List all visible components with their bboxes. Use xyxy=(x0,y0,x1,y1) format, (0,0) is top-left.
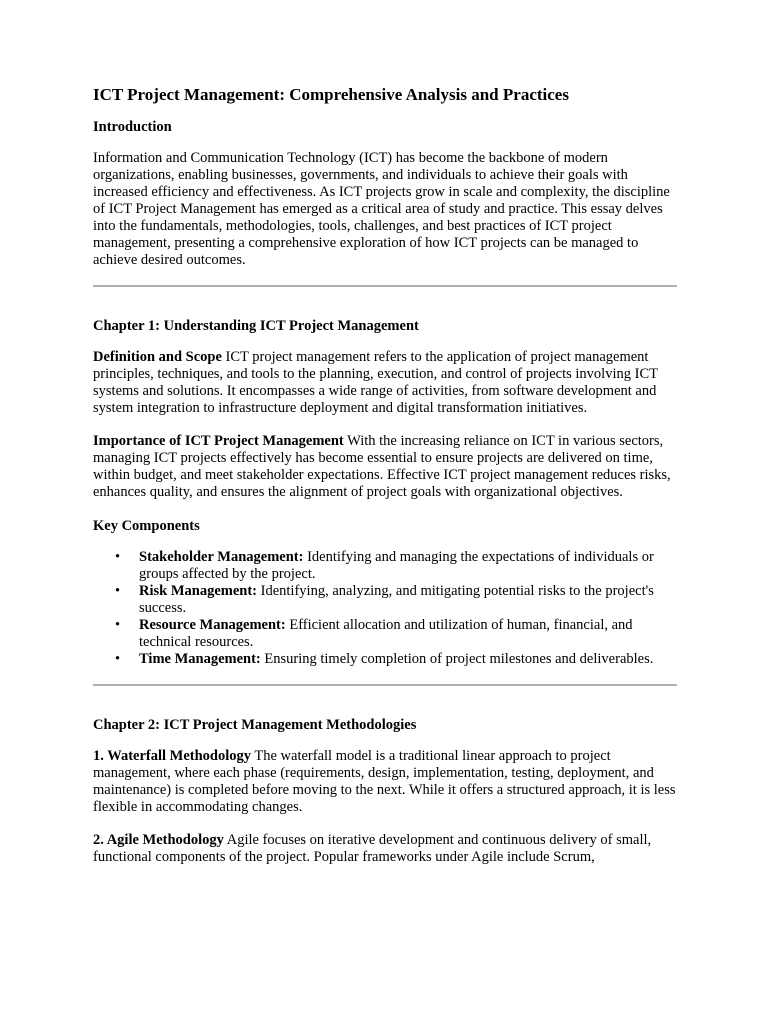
document-title: ICT Project Management: Comprehensive Analysis and Practices xyxy=(93,85,569,104)
bullet-icon: • xyxy=(115,583,121,599)
introduction-heading: Introduction xyxy=(93,119,172,135)
list-item xyxy=(115,549,677,583)
waterfall-text: The waterfall model is a traditional linear approach to project management, where each phase (requirements, design, implementation, testing, deployment, and maintenance) is completed before moving to the next. While it offers a structured approach, it is less flexible in accommodating changes. xyxy=(93,748,676,815)
definition-paragraph xyxy=(93,349,677,417)
list-item-lead: Stakeholder Management: xyxy=(139,549,304,565)
section-divider xyxy=(93,285,677,287)
chapter2-heading: Chapter 2: ICT Project Management Methodologies xyxy=(93,717,417,733)
list-item-lead: Resource Management: xyxy=(139,617,286,633)
waterfall-paragraph xyxy=(93,748,677,816)
definition-lead: Definition and Scope xyxy=(93,349,222,365)
list-item-text: Identifying, analyzing, and mitigating potential risks to the project's success. xyxy=(139,583,654,616)
definition-text: ICT project management refers to the application of project management principles, techniques, and tools to the planning, execution, and control of projects involving ICT systems and solutions. It encompasses a wide range of activities, from software development and system integration to infrastructure deployment and digital transformation initiatives. xyxy=(93,349,658,416)
bullet-icon: • xyxy=(115,617,121,633)
list-item xyxy=(115,583,677,617)
agile-text: Agile focuses on iterative development and continuous delivery of small, functional components of the project. Popular frameworks under Agile include Scrum, xyxy=(93,832,652,865)
list-item-lead: Risk Management: xyxy=(139,583,258,599)
list-item-lead: Time Management: xyxy=(139,651,261,667)
bullet-icon: • xyxy=(115,549,121,565)
importance-paragraph xyxy=(93,433,677,501)
list-item-text: Ensuring timely completion of project milestones and deliverables. xyxy=(260,651,654,667)
importance-text: With the increasing reliance on ICT in various sectors, managing ICT projects effectively has become essential to ensure projects are delivered on time, within budget, and meet stakeholder expectations. Effective ICT project management reduces risks, enhances quality, and ensures the alignment of project goals with organizational objectives. xyxy=(93,433,671,500)
introduction-paragraph: Information and Communication Technology (ICT) has become the backbone of modern organizations, enabling businesses, governments, and individuals to achieve their goals with increased efficiency and effectiveness. As ICT projects grow in scale and complexity, the discipline of ICT Project Management has emerged as a critical area of study and practice. This essay delves into the fundamentals, methodologies, tools, challenges, and best practices of ICT project management, presenting a comprehensive exploration of how ICT projects can be managed to achieve desired outcomes. xyxy=(93,150,670,268)
chapter1-heading: Chapter 1: Understanding ICT Project Management xyxy=(93,318,419,334)
waterfall-lead: 1. Waterfall Methodology xyxy=(93,748,252,764)
list-item xyxy=(115,651,677,668)
key-components-list xyxy=(93,549,677,668)
agile-lead: 2. Agile Methodology xyxy=(93,832,224,848)
list-item-text: Identifying and managing the expectations of individuals or groups affected by the project. xyxy=(139,549,654,582)
importance-lead: Importance of ICT Project Management xyxy=(93,433,344,449)
document-page xyxy=(93,84,677,882)
list-item-text: Efficient allocation and utilization of human, financial, and technical resources. xyxy=(139,617,633,650)
key-components-heading: Key Components xyxy=(93,518,200,534)
agile-paragraph xyxy=(93,832,677,866)
bullet-icon: • xyxy=(115,651,121,667)
list-item xyxy=(115,617,677,651)
section-divider xyxy=(93,684,677,686)
